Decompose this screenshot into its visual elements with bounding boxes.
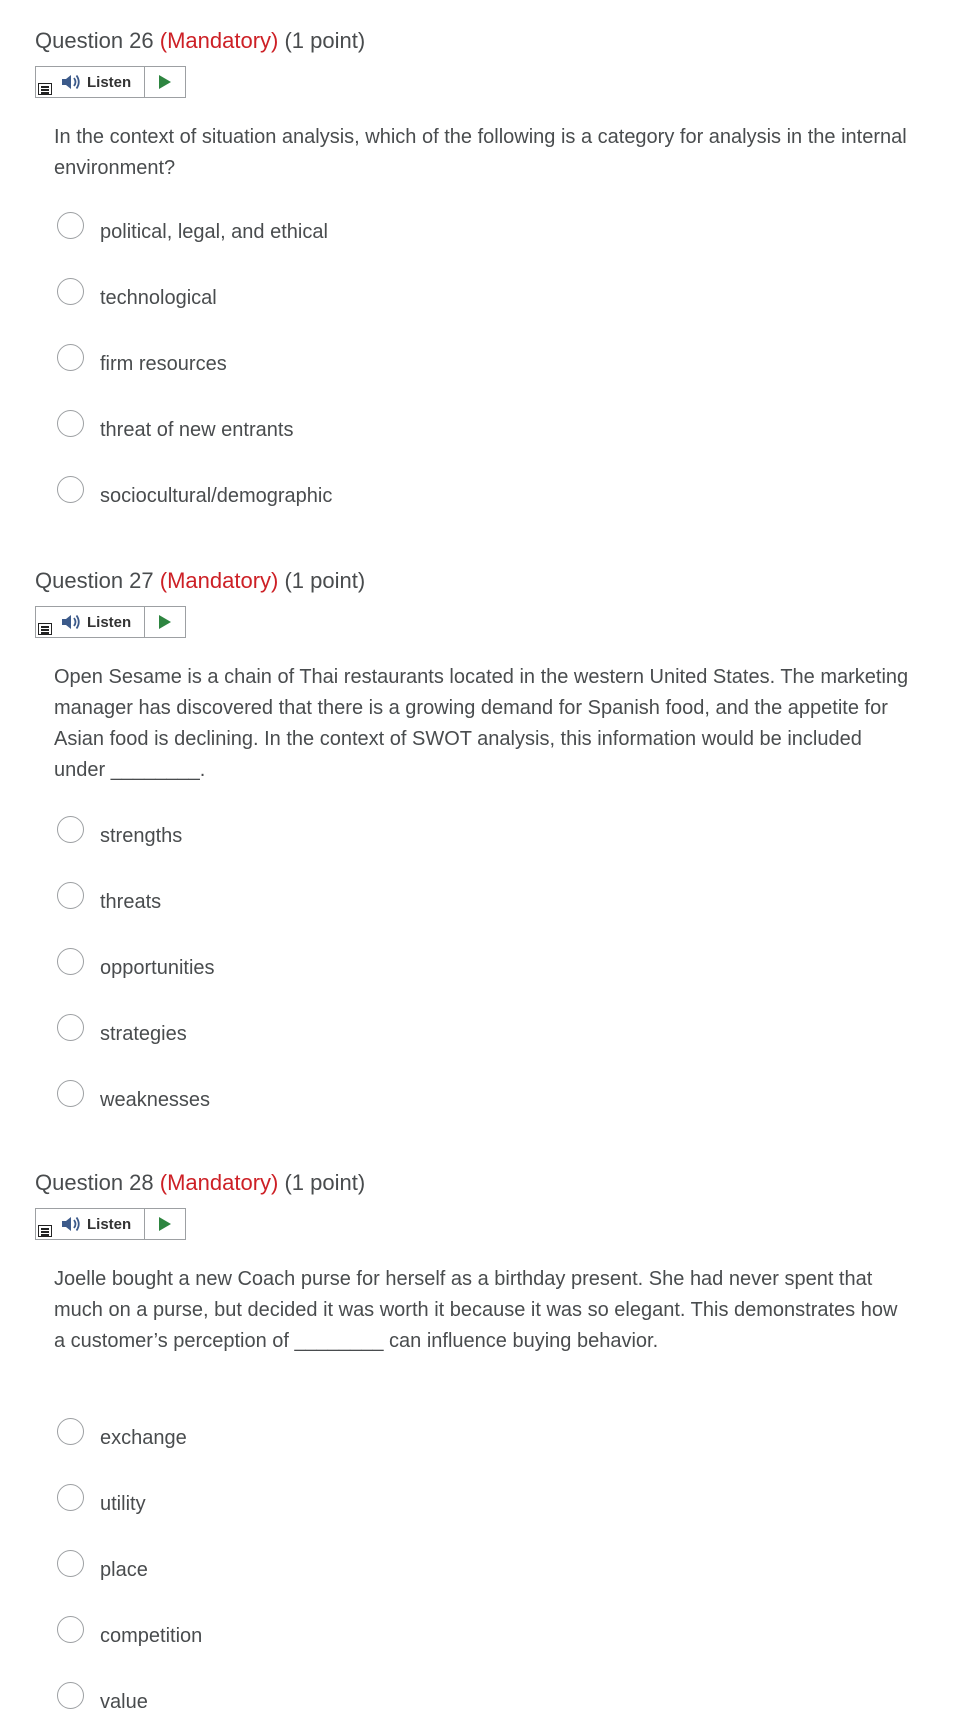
question-27: [35, 566, 935, 1126]
answer-option[interactable]: [57, 948, 657, 988]
radio-button[interactable]: [57, 882, 84, 909]
speaker-icon: [60, 73, 82, 91]
answer-option[interactable]: [57, 1014, 657, 1054]
answer-option[interactable]: [57, 212, 657, 252]
question-text: Joelle bought a new Coach purse for herself as a birthday present. She had never spent that much on a purse, but decided it was worth it because it was so elegant. This demonstrates how a customer’s perception of ________ can influence buying behavior.: [54, 1268, 898, 1352]
readspeaker-toolbar: [35, 606, 186, 638]
play-button[interactable]: [145, 67, 185, 97]
answer-option[interactable]: [57, 1484, 657, 1524]
readspeaker-toolbar: [35, 1208, 186, 1240]
play-button[interactable]: [145, 607, 185, 637]
mandatory-label: (Mandatory): [159, 1170, 279, 1195]
answer-option[interactable]: [57, 1418, 657, 1458]
radio-button[interactable]: [57, 1418, 84, 1445]
question-28: [35, 1168, 935, 1728]
answer-option[interactable]: [57, 410, 657, 450]
listen-menu-button[interactable]: [36, 67, 56, 97]
option-label: threat of new entrants: [100, 419, 294, 441]
radio-button[interactable]: [57, 476, 84, 503]
option-label: strategies: [100, 1023, 187, 1045]
listen-menu-button[interactable]: [36, 607, 56, 637]
readspeaker-toolbar: [35, 66, 186, 98]
listen-button[interactable]: [56, 607, 145, 637]
option-label: exchange: [100, 1427, 187, 1449]
answer-option[interactable]: [57, 1682, 657, 1722]
question-title: [35, 566, 935, 596]
option-label: sociocultural/demographic: [100, 485, 333, 507]
play-icon: [158, 614, 172, 630]
radio-button[interactable]: [57, 1080, 84, 1107]
radio-button[interactable]: [57, 410, 84, 437]
menu-icon: [38, 1225, 52, 1237]
answer-option[interactable]: [57, 816, 657, 856]
answer-option[interactable]: [57, 476, 657, 516]
answer-option[interactable]: [57, 882, 657, 922]
answer-option[interactable]: [57, 278, 657, 318]
radio-button[interactable]: [57, 1014, 84, 1041]
radio-button[interactable]: [57, 948, 84, 975]
question-number: Question 28: [35, 1170, 154, 1195]
question-number: Question 27: [35, 568, 154, 593]
play-icon: [158, 74, 172, 90]
points-label: (1 point): [284, 28, 366, 53]
radio-button[interactable]: [57, 1682, 84, 1709]
listen-label: Listen: [87, 1215, 132, 1233]
listen-label: Listen: [87, 613, 132, 631]
question-26: [35, 26, 935, 526]
speaker-icon: [60, 1215, 82, 1233]
option-label: weaknesses: [100, 1089, 211, 1111]
radio-button[interactable]: [57, 278, 84, 305]
menu-icon: [38, 623, 52, 635]
menu-icon: [38, 83, 52, 95]
answer-option[interactable]: [57, 344, 657, 384]
play-icon: [158, 1216, 172, 1232]
radio-button[interactable]: [57, 212, 84, 239]
question-title: [35, 26, 935, 56]
option-label: opportunities: [100, 957, 215, 979]
mandatory-label: (Mandatory): [159, 568, 279, 593]
question-title: [35, 1168, 935, 1198]
question-text: Open Sesame is a chain of Thai restaurants located in the western United States. The marketing manager has discovered that there is a growing demand for Spanish food, and the appetite for Asian food is declining. In the context of SWOT analysis, this information would be included under ________.: [54, 666, 909, 781]
option-label: firm resources: [100, 353, 227, 375]
points-label: (1 point): [284, 1170, 366, 1195]
radio-button[interactable]: [57, 1616, 84, 1643]
speaker-icon: [60, 613, 82, 631]
question-text: In the context of situation analysis, which of the following is a category for analysis in the internal environment?: [54, 126, 907, 179]
answer-option[interactable]: [57, 1080, 657, 1120]
listen-button[interactable]: [56, 1209, 145, 1239]
option-label: strengths: [100, 825, 183, 847]
option-label: utility: [100, 1493, 146, 1515]
question-number: Question 26: [35, 28, 154, 53]
listen-button[interactable]: [56, 67, 145, 97]
option-label: threats: [100, 891, 162, 913]
radio-button[interactable]: [57, 816, 84, 843]
answer-option[interactable]: [57, 1616, 657, 1656]
answer-option[interactable]: [57, 1550, 657, 1590]
play-button[interactable]: [145, 1209, 185, 1239]
listen-label: Listen: [87, 73, 132, 91]
mandatory-label: (Mandatory): [159, 28, 279, 53]
listen-menu-button[interactable]: [36, 1209, 56, 1239]
option-label: technological: [100, 287, 217, 309]
option-label: competition: [100, 1625, 203, 1647]
option-label: value: [100, 1691, 148, 1713]
option-label: place: [100, 1559, 148, 1581]
radio-button[interactable]: [57, 1550, 84, 1577]
radio-button[interactable]: [57, 1484, 84, 1511]
points-label: (1 point): [284, 568, 366, 593]
radio-button[interactable]: [57, 344, 84, 371]
option-label: political, legal, and ethical: [100, 221, 328, 243]
